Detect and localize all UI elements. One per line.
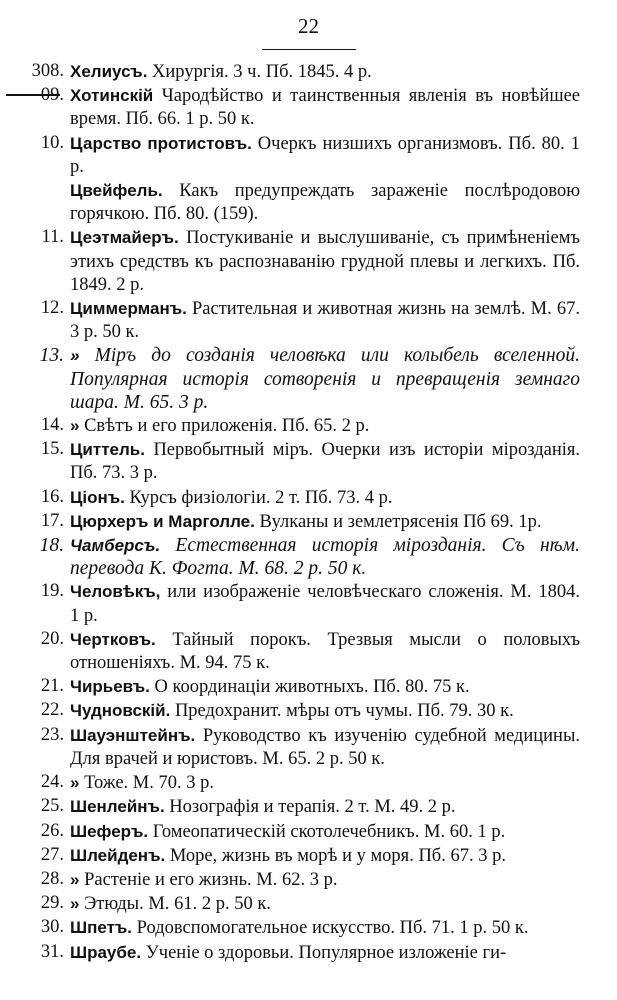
entry-description: Море, жизнь въ морѣ и у моря. Пб. 67. 3 р. [169,845,506,866]
catalog-entry [0,60,617,84]
catalog-entry [0,344,617,414]
entry-description: Предохранит. мѣры отъ чумы. Пб. 79. 30 к. [174,701,514,722]
entry-description: Хирургія. 3 ч. Пб. 1845. 4 р. [152,62,372,82]
entry-author: » [70,416,80,436]
entry-author: Шпетъ. [70,918,133,938]
entry-number: 19. [40,581,64,602]
entry-body [70,534,580,580]
entry-number: 27. [40,844,64,865]
entry-body [70,486,580,510]
entry-description: Курсъ физіологіи. 2 т. Пб. 73. 4 р. [129,487,393,508]
catalog-entry [0,699,617,723]
catalog-entry [0,795,617,819]
entry-number: 24. [40,772,64,793]
catalog-entries [0,60,617,965]
entry-author: Хотинскій [70,86,154,106]
header-rule [262,49,356,50]
entry-number: 31. [40,941,64,962]
entry-description: Какъ предупреждать зараженіе послѣродовою горячкою. Пб. 80. (159). [70,181,581,225]
entry-body [70,844,580,868]
entry-description: Міръ до созданія человѣка или колыбель вселенной. Популярная исторія сотворенія и превращенія земнаго шара. М. 65. 3 р. [70,345,580,413]
catalog-entry [0,84,617,131]
catalog-entry [0,534,617,580]
entry-author: Чирьевъ. [70,677,150,697]
entry-description: Чародѣйство и таинственныя явленія въ новѣйшее время. Пб. 66. 1 р. 50 к. [70,86,580,130]
entry-body [70,795,580,819]
entry-body [70,297,580,344]
entry-description: Руководство къ изученію судебной медицины. Для врачей и юристовъ. М. 65. 2 р. 50 к. [70,725,580,769]
entry-body [70,510,580,534]
entry-author: Шенлейнъ. [70,797,165,817]
entry-body [70,724,580,771]
catalog-entry [0,675,617,699]
entry-number: 20. [40,628,64,649]
entry-number: 16. [40,486,64,507]
catalog-entry [0,226,617,297]
entry-author: Чертковъ. [70,629,156,649]
entry-number: 30. [40,917,64,938]
entry-author: Шеферъ. [70,821,149,841]
entry-body [70,675,580,699]
catalog-entry [0,414,617,438]
entry-description: Родовспомогательное искусство. Пб. 71. 1 р. 50 к. [136,918,529,939]
entry-description: Гомеопатическій скотолечебникъ. М. 60. 1 р. [152,821,506,842]
entry-author: Чудновскій. [70,701,171,721]
entry-author: Цеэтмайеръ. [70,228,179,248]
entry-body [70,868,580,892]
entry-description: Естественная исторія мірозданія. Съ нѣм. перевода К. Фогта. М. 68. 2 р. 50 к. [70,535,580,580]
entry-description: Вулканы и землетрясенія Пб 69. 1р. [259,511,542,532]
entry-number: 13. [39,345,64,367]
catalog-entry [0,438,617,485]
entry-body [70,820,580,844]
entry-number: 28. [40,868,64,889]
entry-number: 308. [31,61,64,81]
entry-description: Постукиваніе и выслушиваніе, съ примѣненіемъ этихъ средствъ къ распознаванію грудной плевы и легкихъ. Пб. 1849. 2 р. [70,228,581,295]
entry-body [70,414,580,438]
entry-body [70,60,580,84]
catalog-entry [0,916,617,940]
entry-number: 17. [40,510,64,531]
entry-description: Первобытный міръ. Очерки изъ исторіи мірозданія. Пб. 73. 3 р. [70,440,581,484]
entry-author: Царство протистовъ. [70,133,252,153]
catalog-entry [0,844,617,868]
entry-number: 26. [40,820,64,841]
entry-author: Человѣкъ, [70,582,161,602]
entry-body [70,580,580,627]
entry-number: 21. [40,676,64,697]
entry-author: Шлейденъ. [70,845,166,865]
entry-description: или изображеніе человѣческаго сложенія. М. 1804. 1 р. [70,582,581,626]
entry-author: Хелиусъ. [70,62,148,81]
entry-author: Циттель. [70,440,145,460]
catalog-entry [0,868,617,892]
entry-number: 11. [41,227,64,248]
catalog-entry [0,179,617,226]
catalog-entry [0,580,617,627]
entry-body [70,892,580,916]
entry-description: Тайный порокъ. Трезвыя мысли о половыхъ отношеніяхъ. М. 94. 75 к. [70,629,581,674]
entry-author: » [70,346,80,366]
catalog-entry [0,132,617,179]
entry-description: Тоже. М. 70. 3 р. [84,773,214,794]
entry-author: Шраубе. [70,942,142,962]
entry-author: Цюрхеръ и Марголле. [70,511,255,531]
catalog-entry [0,941,617,965]
entry-number: 25. [40,796,64,817]
entry-author: Чамберсъ. [70,536,161,556]
entry-number: 15. [40,439,64,460]
entry-body [70,628,580,675]
catalog-entry [0,724,617,771]
catalog-entry [0,892,617,916]
entry-number: 09. [40,85,64,106]
entry-author: Цвейфель. [70,181,163,201]
entry-author: » [70,869,80,889]
entry-author: Шауэнштейнъ. [70,725,196,745]
entry-description: О координаціи животныхъ. Пб. 80. 75 к. [154,677,470,698]
catalog-entry [0,486,617,510]
entry-author: » [70,894,80,914]
entry-number: 23. [40,724,64,745]
entry-body [70,132,580,179]
catalog-entry [0,297,617,344]
entry-number: 18. [39,535,64,557]
entry-description: Растительная и животная жизнь на землѣ. М. 67. 3 р. 50 к. [70,299,581,343]
entry-body [70,84,580,131]
catalog-entry [0,820,617,844]
catalog-entry [0,628,617,675]
entry-description: Свѣтъ и его приложенія. Пб. 65. 2 р. [84,416,370,437]
entry-description: Этюды. М. 61. 2 р. 50 к. [84,894,271,915]
entry-author: Циммерманъ. [70,299,187,319]
entry-description: Очеркъ низшихъ организмовъ. Пб. 80. 1 р. [70,133,581,177]
entry-body [70,699,580,723]
page-number: 22 [298,14,319,38]
entry-body [70,771,580,795]
entry-number: 22. [40,700,64,721]
entry-body [70,179,580,226]
catalog-entry [0,510,617,534]
entry-author: Ціонъ. [70,487,125,507]
entry-number: 12. [40,298,64,319]
entry-body [70,226,580,297]
entry-number: 29. [40,893,64,914]
entry-description: Растеніе и его жизнь. М. 62. 3 р. [84,869,338,890]
entry-number: 14. [40,415,64,436]
entry-body [70,438,580,485]
entry-body [70,941,580,965]
entry-body [70,916,580,940]
entry-author: » [70,773,80,793]
entry-number: 10. [40,132,64,153]
entry-description: Ученіе о здоровьи. Популярное изложеніе ги- [145,942,507,963]
entry-description: Нозографія и терапія. 2 т. М. 49. 2 р. [169,797,456,818]
catalog-entry [0,771,617,795]
entry-body [70,344,580,414]
